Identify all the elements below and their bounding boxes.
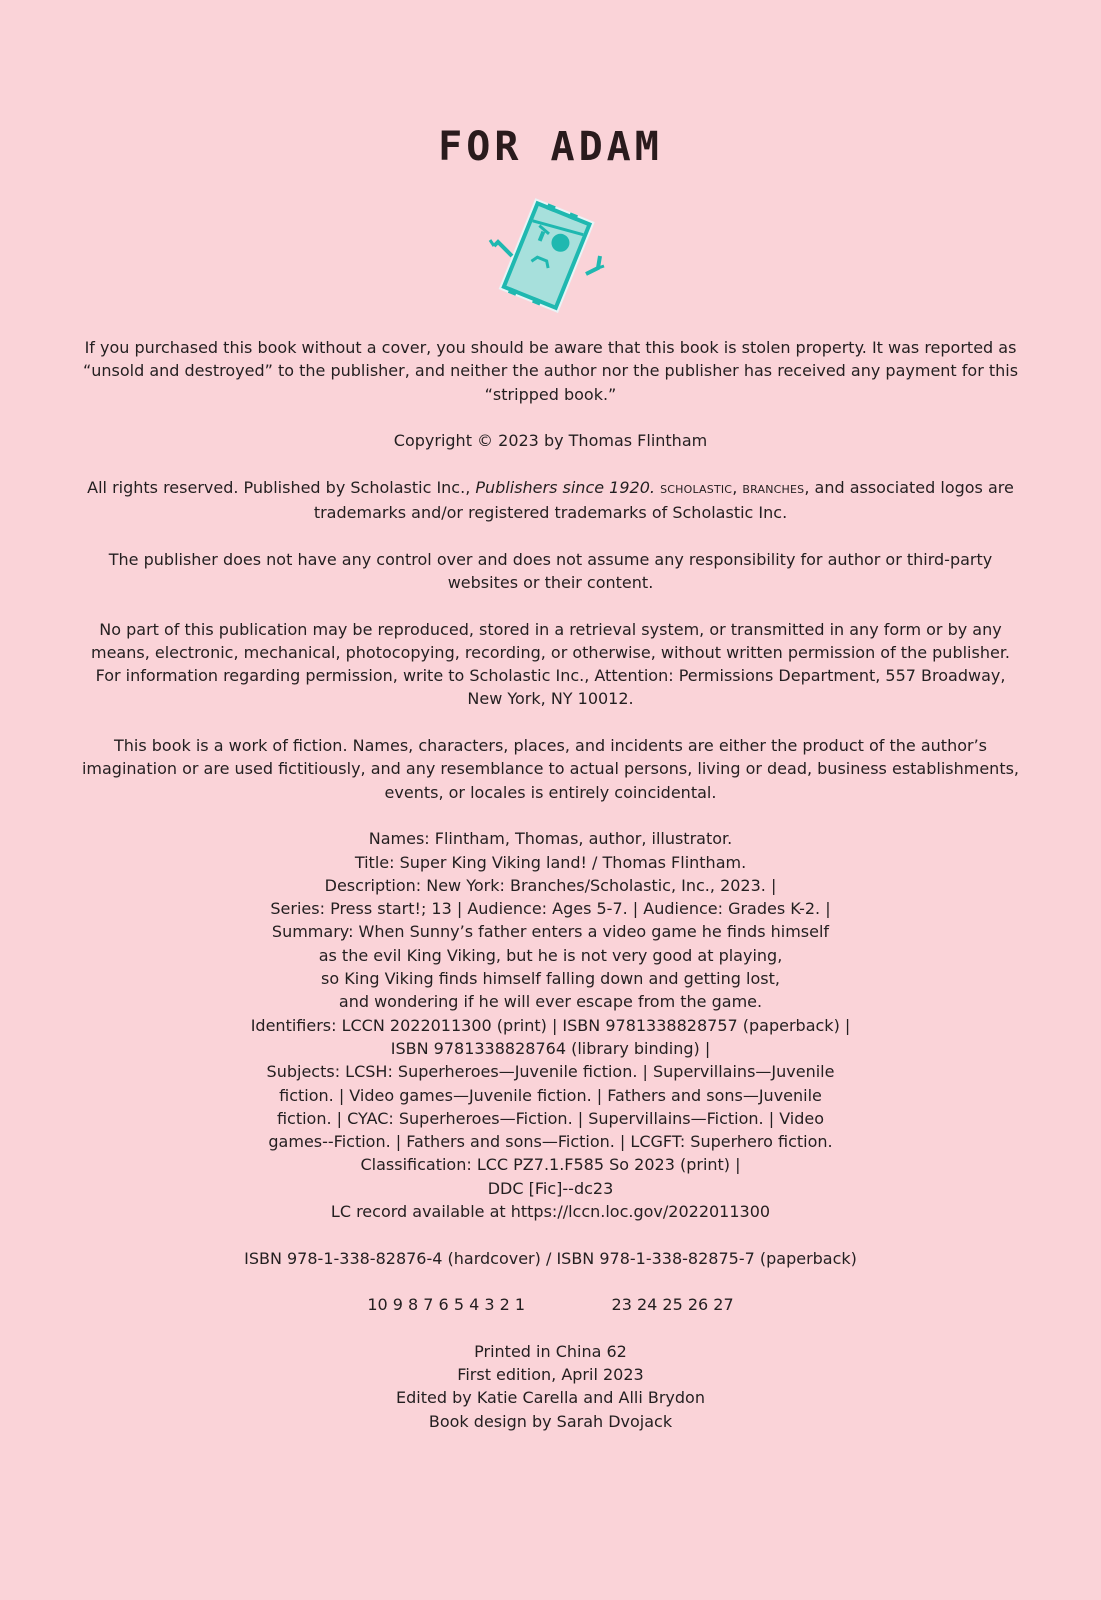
rights-separator: ,: [732, 477, 743, 497]
rights-italic: Publishers since 1920.: [475, 477, 655, 497]
rights-branches: BRANCHES: [742, 482, 805, 496]
cip-line: games--Fiction. | Fathers and sons—Fiction. | LCGFT: Superhero fiction.: [268, 1132, 833, 1152]
cip-line: Names: Flintham, Thomas, author, illustrator.: [368, 829, 733, 849]
cip-line: as the evil King Viking, but he is not very good at playing,: [318, 945, 783, 965]
rights-scholastic: SCHOLASTIC: [660, 482, 733, 496]
cip-line: fiction. | Video games—Juvenile fiction. | Fathers and sons—Juvenile: [279, 1085, 822, 1105]
dedication-heading: FOR ADAM: [438, 124, 663, 170]
credit-line: Book design by Sarah Dvojack: [428, 1411, 673, 1431]
legal-text-block: [80, 336, 1021, 1456]
pixel-robot-mascot-icon: [488, 196, 608, 324]
cip-line: so King Viking finds himself falling down and getting lost,: [321, 969, 780, 989]
credit-line: Printed in China 62: [474, 1341, 627, 1361]
cip-line: Title: Super King Viking land! / Thomas Flintham.: [354, 852, 747, 872]
cip-line: Classification: LCC PZ7.1.F585 So 2023 (print) |: [360, 1155, 741, 1175]
fiction-notice: This book is a work of fiction. Names, characters, places, and incidents are either the product of the author’s imagination or are used fictitiously, and any resemblance to actual persons, living or dead, business establishments, events, or locales is entirely coincidental.: [81, 736, 1020, 802]
stripped-book-notice: If you purchased this book without a cover, you should be aware that this book is stolen property. It was reported as “unsold and destroyed” to the publisher, and neither the author nor the publisher has received any payment for this “stripped book.”: [82, 338, 1019, 404]
credit-line: Edited by Katie Carella and Alli Brydon: [396, 1388, 705, 1408]
cip-line: Subjects: LCSH: Superheroes—Juvenile fiction. | Supervillains—Juvenile: [266, 1062, 835, 1082]
cip-line: Description: New York: Branches/Scholastic, Inc., 2023. |: [324, 875, 777, 895]
reproduction-notice: No part of this publication may be reproduced, stored in a retrieval system, or transmitted in any form or by any means, electronic, mechanical, photocopying, recording, or otherwise, without written permission of the publisher. For information regarding permission, write to Scholastic Inc., Attention: Permissions Department, 557 Broadway, New York, NY 10012.: [90, 619, 1011, 709]
isbn-line: ISBN 978-1-338-82876-4 (hardcover) / ISBN 978-1-338-82875-7 (paperback): [244, 1248, 857, 1268]
websites-notice: The publisher does not have any control over and does not assume any responsibility for author or third-party websites or their content.: [108, 549, 993, 592]
credits-block: [80, 1340, 1021, 1433]
cip-data-block: [80, 827, 1021, 1223]
cip-line: fiction. | CYAC: Superheroes—Fiction. | Supervillains—Fiction. | Video: [276, 1108, 825, 1128]
rights-prefix: All rights reserved. Published by Scholastic Inc.,: [87, 477, 476, 497]
cip-line: Series: Press start!; 13 | Audience: Ages 5-7. | Audience: Grades K-2. |: [270, 899, 831, 919]
cip-line: LC record available at https://lccn.loc.gov/2022011300: [330, 1201, 771, 1221]
rights-notice: [80, 476, 1021, 525]
rights-suffix: , and associated logos are trademarks and/or registered trademarks of Scholastic Inc.: [313, 477, 1014, 523]
cip-line: Identifiers: LCCN 2022011300 (print) | ISBN 9781338828757 (paperback) |: [250, 1015, 851, 1035]
cip-line: Summary: When Sunny’s father enters a video game he finds himself: [271, 922, 830, 942]
credit-line: First edition, April 2023: [457, 1365, 644, 1385]
copyright-line: Copyright © 2023 by Thomas Flintham: [393, 431, 708, 451]
cip-line: and wondering if he will ever escape from the game.: [338, 992, 763, 1012]
cip-line: DDC [Fic]--dc23: [487, 1178, 614, 1198]
cip-line: ISBN 9781338828764 (library binding) |: [390, 1038, 711, 1058]
print-number-line: 10 9 8 7 6 5 4 3 2 1 23 24 25 26 27: [367, 1295, 734, 1315]
